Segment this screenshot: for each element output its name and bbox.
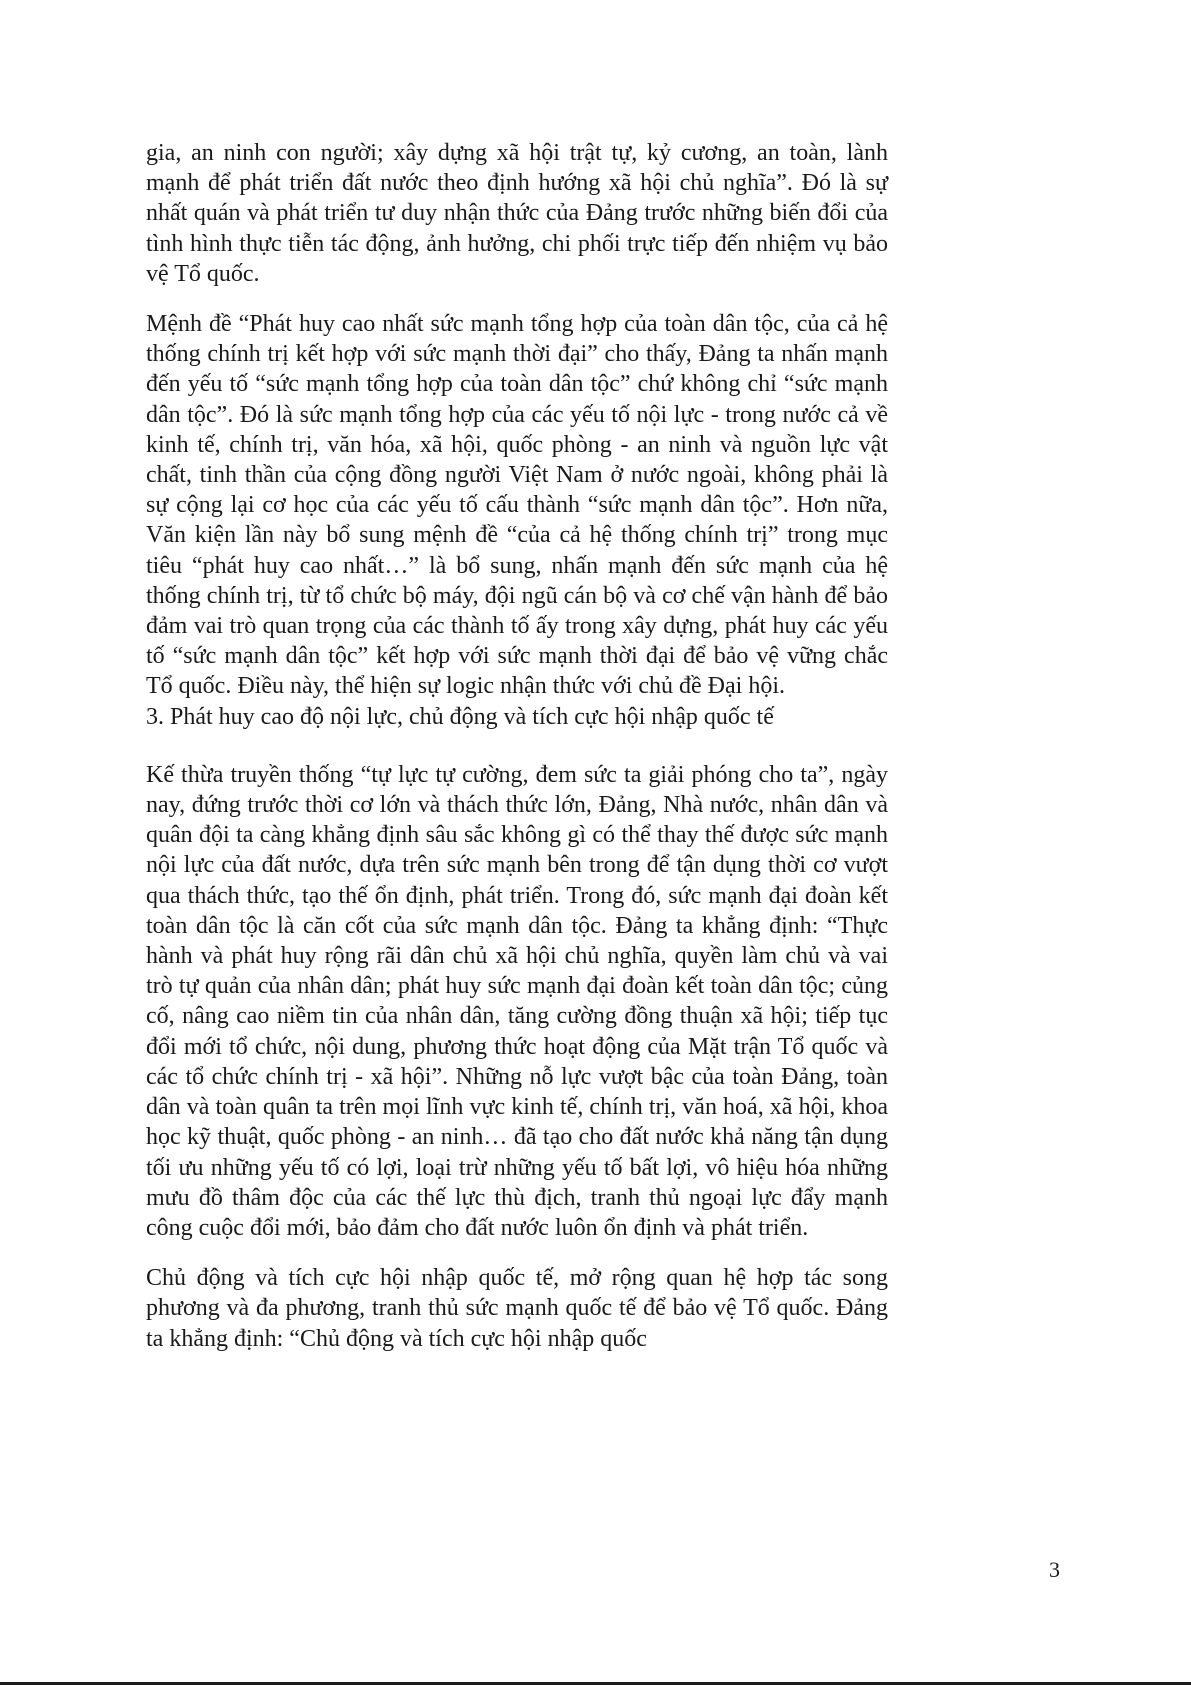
paragraph-2: Mệnh đề “Phát huy cao nhất sức mạnh tổng hợp của toàn dân tộc, của cả hệ thống chính trị kết hợp với sức mạnh thời đại” cho thấy, Đảng ta nhấn mạnh đến yếu tố “sức mạnh tổng hợp của toàn dân tộc” chứ không chỉ “sức mạnh dân tộc”. Đó là sức mạnh tổng hợp của các yếu tố nội lực - trong nước cả về kinh tế, chính trị, văn hóa, xã hội, quốc phòng - an ninh và nguồn lực vật chất, tinh thần của cộng đồng người Việt Nam ở nước ngoài, không phải là sự cộng lại cơ học của các yếu tố cấu thành “sức mạnh dân tộc”. Hơn nữa, Văn kiện lần này bổ sung mệnh đề “của cả hệ thống chính trị” trong mục tiêu “phát huy cao nhất…” là bổ sung, nhấn mạnh đến sức mạnh của hệ thống chính trị, từ tổ chức bộ máy, đội ngũ cán bộ và cơ chế vận hành để bảo đảm vai trò quan trọng của các thành tố ấy trong xây dựng, phát huy các yếu tố “sức mạnh dân tộc” kết hợp với sức mạnh thời đại để bảo vệ vững chắc Tổ quốc. Điều này, thể hiện sự logic nhận thức với chủ đề Đại hội. bbox=[146, 311, 888, 700]
section-heading-3: 3. Phát huy cao độ nội lực, chủ động và tích cực hội nhập quốc tế bbox=[146, 703, 774, 730]
paragraph-3: Kế thừa truyền thống “tự lực tự cường, đem sức ta giải phóng cho ta”, ngày nay, đứng trước thời cơ lớn và thách thức lớn, Đảng, Nhà nước, nhân dân và quân đội ta càng khẳng định sâu sắc không gì có thể thay thế được sức mạnh nội lực của đất nước, dựa trên sức mạnh bên trong để tận dụng thời cơ vượt qua thách thức, tạo thế ổn định, phát triển. Trong đó, sức mạnh đại đoàn kết toàn dân tộc là căn cốt của sức mạnh dân tộc. Đảng ta khẳng định: “Thực hành và phát huy rộng rãi dân chủ xã hội chủ nghĩa, quyền làm chủ và vai trò tự quản của nhân dân; phát huy sức mạnh đại đoàn kết toàn dân tộc; củng cố, nâng cao niềm tin của nhân dân, tăng cường đồng thuận xã hội; tiếp tục đổi mới tổ chức, nội dung, phương thức hoạt động của Mặt trận Tổ quốc và các tổ chức chính trị - xã hội”. Những nỗ lực vượt bậc của toàn Đảng, toàn dân và toàn quân ta trên mọi lĩnh vực kinh tế, chính trị, văn hoá, xã hội, khoa học kỹ thuật, quốc phòng - an ninh… đã tạo cho đất nước khả năng tận dụng tối ưu những yếu tố có lợi, loại trừ những yếu tố bất lợi, vô hiệu hóa những mưu đồ thâm độc của các thế lực thù địch, tranh thủ ngoại lực đẩy mạnh công cuộc đổi mới, bảo đảm cho đất nước luôn ổn định và phát triển. bbox=[146, 761, 888, 1241]
body-text bbox=[146, 138, 888, 1354]
paragraph-4: Chủ động và tích cực hội nhập quốc tế, mở rộng quan hệ hợp tác song phương và đa phương, tranh thủ sức mạnh quốc tế để bảo vệ Tổ quốc. Đảng ta khẳng định: “Chủ động và tích cực hội nhập quốc bbox=[146, 1265, 888, 1352]
paragraph-1: gia, an ninh con người; xây dựng xã hội trật tự, kỷ cương, an toàn, lành mạnh để phát triển đất nước theo định hướng xã hội chủ nghĩa”. Đó là sự nhất quán và phát triển tư duy nhận thức của Đảng trước những biến đổi của tình hình thực tiễn tác động, ảnh hưởng, chi phối trực tiếp đến nhiệm vụ bảo vệ Tổ quốc. bbox=[146, 140, 888, 287]
page-number: 3 bbox=[1049, 1557, 1060, 1582]
